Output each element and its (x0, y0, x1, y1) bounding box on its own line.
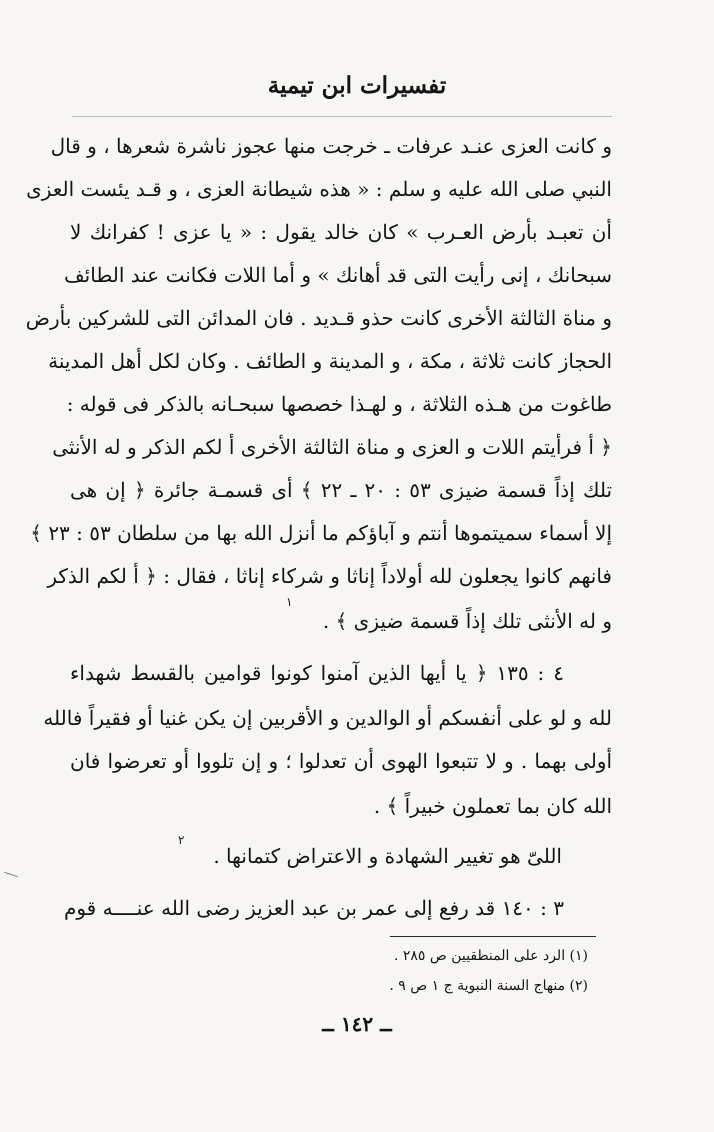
text-line: و له الأنثى تلك إذاً قسمة ضيزى ﴾ . (322, 609, 612, 633)
text-line: فانهم كانوا يجعلون لله أولاداً إناثا و شركاء إناثا ، فقال : ﴿ أ لكم الذكر (47, 564, 612, 588)
text-line: تلك إذاً قسمة ضيزى ٥٣ : ٢٠ ـ ٢٢ ﴾ أى قسمـة جائرة ﴿ إن هى (70, 478, 613, 502)
text-line: أولى بهما . و لا تتبعوا الهوى أن تعدلوا ؛ و إن تلووا أو تعرضوا فان (70, 749, 613, 773)
text-line: أن تعبـد بأرض العـرب » كان خالد يقول : « يا عزى ! كفرانك لا (70, 220, 612, 244)
text-line: الحجاز كانت ثلاثة ، مكة ، و المدينة و الطائف . وكان لكل أهل المدينة (48, 349, 612, 373)
footnote-marker: ٢ (178, 833, 185, 847)
text-line: إلا أسماء سميتموها أنتم و آباؤكم ما أنزل الله بها من سلطان ٥٣ : ٢٣ ﴾ (30, 521, 612, 545)
text-line: النبي صلى الله عليه و سلم : « هذه شيطانة العزى ، و قـد يئست العزى (26, 177, 612, 201)
text-line: سبحانك ، إنى رأيت التى قد أهانك » و أما اللات فكانت عند الطائف (63, 263, 612, 287)
text-line: و مناة الثالثة الأخرى كانت حذو قـديد . فان المدائن التى للشركين بأرض (25, 306, 612, 330)
text-line: الله كان بما تعملون خبيراً ﴾ . (373, 794, 612, 818)
footnote-marker: ١ (286, 595, 293, 609)
margin-mark (4, 872, 18, 877)
text-line: ٣ : ١٤٠ قد رفع إلى عمر بن عبد العزيز رضى الله عنــــه قوم (63, 896, 564, 920)
running-header: تفسيرات ابن تيمية (267, 72, 447, 99)
text-line: اللىّ هو تغيير الشهادة و الاعتراض كتمانها . (213, 844, 562, 868)
text-line: لله و لو على أنفسكم أو الوالدين و الأقربين إن يكن غنيا أو فقيراً فالله (43, 706, 612, 730)
text-line: ﴿ أ فرأيتم اللات و العزى و مناة الثالثة الأخرى أ لكم الذكر و له الأنثى (52, 435, 612, 459)
footnote: (١) الرد على المنطقيين ص ٢٨٥ . (393, 948, 588, 964)
text-line: طاغوت من هـذه الثلاثة ، و لهـذا خصصها سبحـانه بالذكر فى قوله : (66, 392, 612, 416)
footnote-divider (390, 936, 596, 937)
header-divider (72, 116, 612, 117)
page-number: ــ ١٤٢ ــ (322, 1012, 392, 1036)
footnote: (٢) منهاج السنة النبوية ج ١ ص ٩ . (389, 978, 588, 994)
text-line: ٤ : ١٣٥ ﴿ يا أيها الذين آمنوا كونوا قوامين بالقسط شهداء (70, 661, 564, 685)
text-line: و كانت العزى عنـد عرفات ـ خرجت منها عجوز ناشرة شعرها ، و قال (50, 134, 612, 158)
